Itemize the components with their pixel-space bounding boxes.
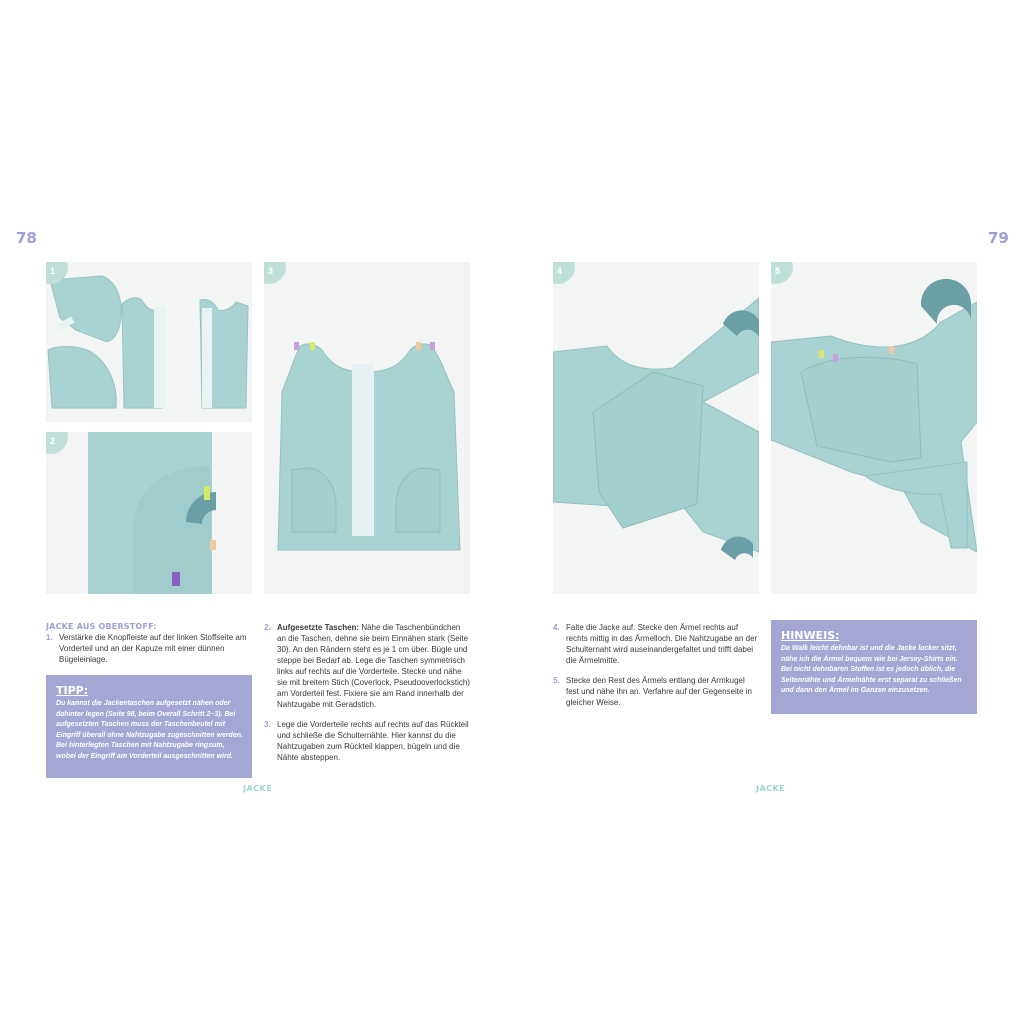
vest-front-photo (264, 262, 470, 594)
tip-heading: TIPP: (56, 684, 89, 697)
photo-step-2 (46, 432, 252, 594)
instructions-column-3 (553, 622, 759, 717)
step-text: Nähe die Taschenbündchen an die Taschen, dehne sie beim Einnähen stark (Seite 30). An den Rändern steht es je 1 cm über. Bügle und steppe bei Bedarf ab. Lege die Taschen symmetrisch links auf rechts auf die Vorderteile. Stecke und nähe sie mit breitem Stich (Coverlock, Pseudooverlockstich) am Vorderteil fest. Fixiere sie am Rand innerhalb der Nahtzugabe mit Geradstich. (277, 623, 470, 709)
step-3 (264, 719, 470, 763)
page-number-left: 78 (16, 229, 37, 247)
step-text: Stecke den Rest des Ärmels entlang der Armkugel fest und nähe ihn an. Verfahre auf der Gegenseite in gleicher Weise. (566, 676, 752, 707)
footer-chapter-right: JACKE (756, 784, 786, 793)
section-heading: JACKE AUS OBERSTOFF: (46, 622, 157, 631)
sleeve-pinned-photo (553, 262, 759, 594)
instructions-column-2 (264, 622, 470, 772)
step-number: 3. (264, 720, 271, 729)
page-number-right: 79 (988, 229, 1009, 247)
hood-and-front-pieces-photo (46, 262, 252, 422)
step-number-badge: 1 (46, 262, 68, 284)
step-bold-lead: Aufgesetzte Taschen: (277, 623, 360, 632)
hint-heading: HINWEIS: (781, 629, 840, 642)
step-number: 2. (264, 623, 271, 632)
instructions-column-1 (46, 621, 252, 674)
pocket-pinned-photo (46, 432, 252, 594)
step-1 (46, 632, 252, 665)
step-5 (553, 675, 759, 708)
photo-step-3 (264, 262, 470, 594)
footer-chapter-left: JACKE (243, 784, 273, 793)
step-text: Verstärke die Knopfleiste auf der linken Stoffseite am Vorderteil und an der Kapuze mit einer dünnen Bügeleinlage. (59, 633, 247, 664)
step-4 (553, 622, 759, 666)
step-number: 4. (553, 623, 560, 632)
step-number-badge: 4 (553, 262, 575, 284)
step-2 (264, 622, 470, 710)
step-text: Lege die Vorderteile rechts auf rechts auf das Rückteil und schließe die Schulternähte. Hier kannst du die Nahtzugaben zum Rückteil klappen, bügeln und die Nähte absteppen. (277, 720, 469, 762)
sleeve-sewn-photo (771, 262, 977, 594)
step-number-badge: 5 (771, 262, 793, 284)
tip-text: Du kannst die Jackentaschen aufgesetzt nähen oder dahinter legen (Seite 98, beim Overall Schritt 2–3). Bei aufgesetzten Taschen muss der Taschenbeutel mit Eingriff überall ohne Nahtzugabe zugeschnitten werden. Bei hinterlegten Taschen mit Nahtzugabe ringsum, wobei der Eingriff am Vorderteil ausgeschnitten wird. (56, 700, 243, 760)
tip-box (46, 675, 252, 778)
step-number-badge: 2 (46, 432, 68, 454)
hint-box (771, 620, 977, 714)
step-number-badge: 3 (264, 262, 286, 284)
photo-step-4 (553, 262, 759, 594)
photo-step-5 (771, 262, 977, 594)
hint-text: Da Walk leicht dehnbar ist und die Jacke locker sitzt, nähe ich die Ärmel bequem wie bei Jersey-Shirts ein. Bei nicht dehnbaren Stoffen ist es jedoch üblich, die Seitennähte und Ärmelnähte erst separat zu schließen und dann den Ärmel im Ganzen einzusetzen. (781, 645, 962, 694)
photo-step-1 (46, 262, 252, 422)
step-number: 5. (553, 676, 560, 685)
step-text: Falte die Jacke auf. Stecke den Ärmel rechts auf rechts mittig in das Ärmelloch. Die Nahtzugabe an der Schulternaht wird auseinandergefaltet und trifft dabei die Ärmelmitte. (566, 623, 758, 665)
step-number: 1. (46, 633, 53, 642)
